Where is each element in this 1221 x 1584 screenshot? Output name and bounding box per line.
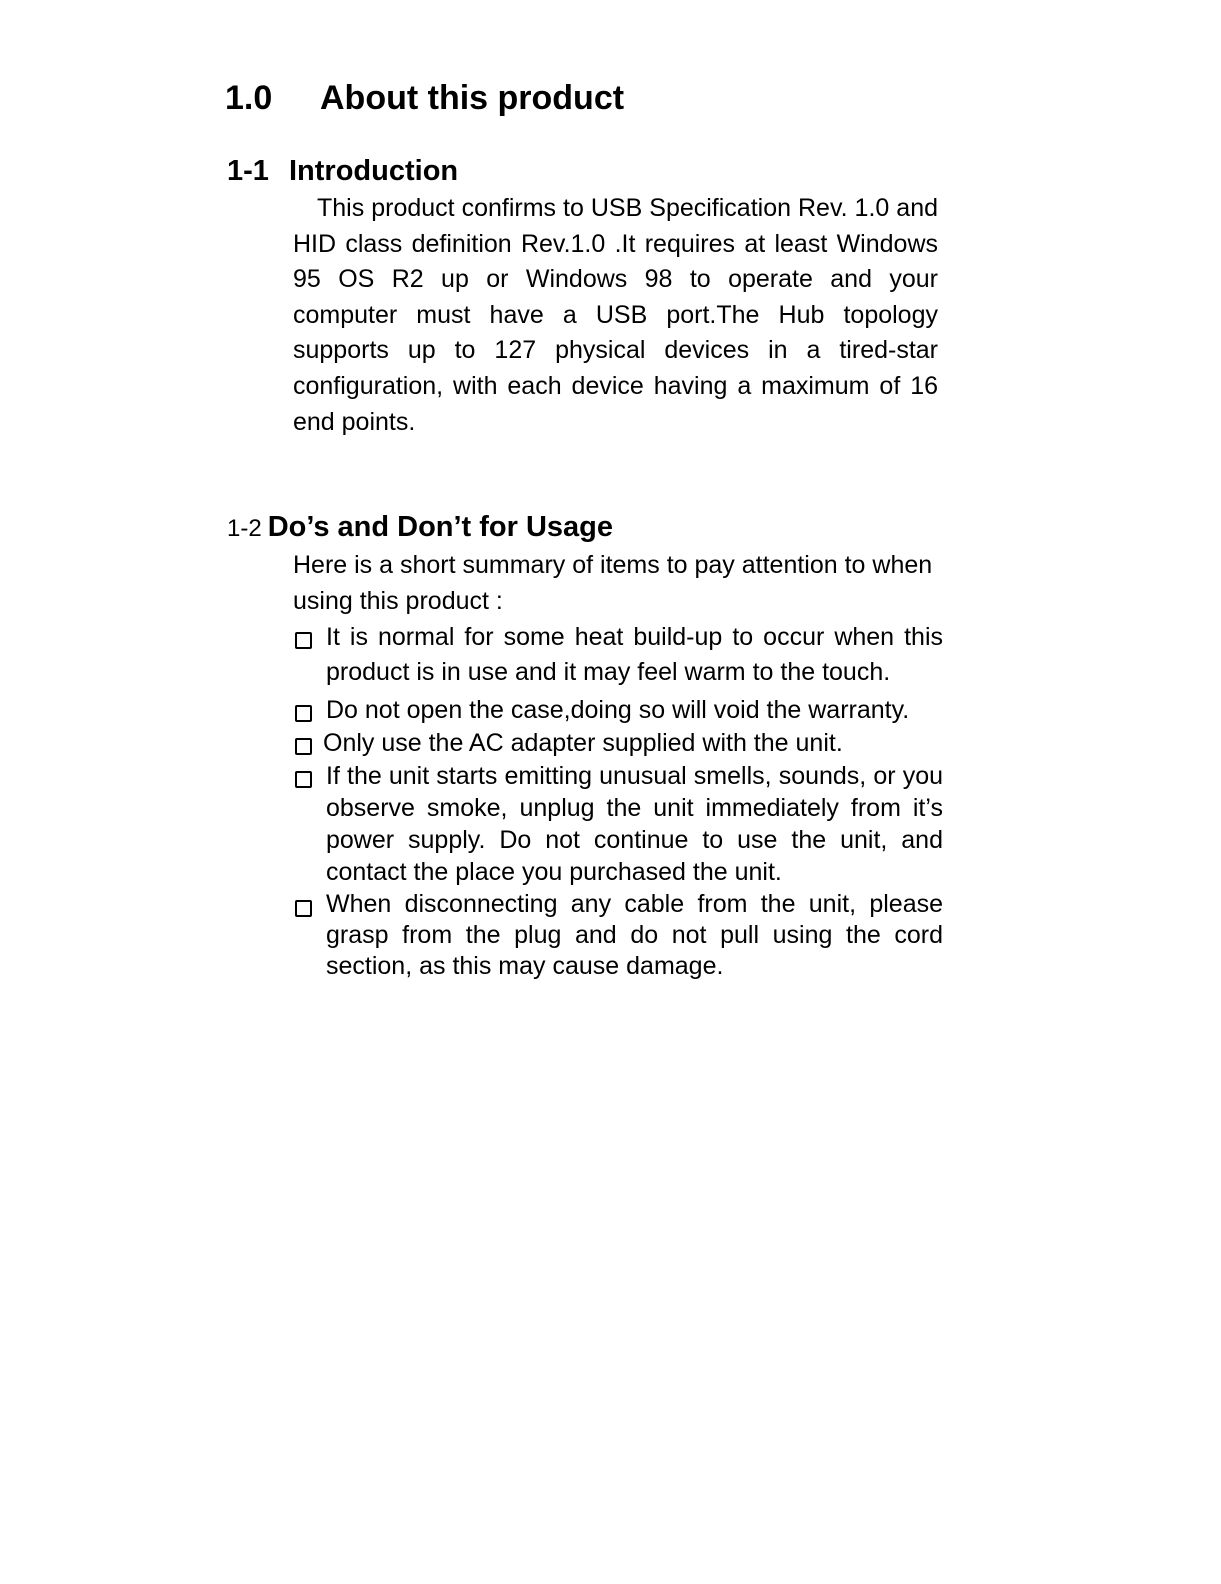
introduction-heading — [227, 151, 458, 191]
list-item — [293, 620, 943, 690]
list-item-text: It is normal for some heat build-up to occur when this product is in use and it may feel warm to the touch. — [326, 623, 943, 686]
list-item-text: When disconnecting any cable from the unit, please grasp from the plug and do not pull using the cord section, as this may cause damage. — [326, 890, 943, 980]
list-item — [293, 889, 943, 982]
checkbox-bullet-icon — [295, 738, 312, 755]
section-number: 1.0 — [225, 79, 273, 117]
checkbox-bullet-icon — [295, 632, 312, 649]
section-heading — [225, 76, 624, 120]
checkbox-bullet-icon — [295, 771, 312, 788]
list-item — [293, 728, 943, 758]
usage-number: 1-2 — [227, 515, 262, 542]
checkbox-bullet-icon — [295, 900, 312, 917]
checkbox-bullet-icon — [295, 705, 312, 722]
usage-heading — [227, 507, 613, 549]
list-item-text: Only use the AC adapter supplied with the unit. — [323, 729, 843, 757]
usage-summary: Here is a short summary of items to pay attention to when using this product : — [293, 551, 933, 615]
introduction-number: 1-1 — [227, 155, 269, 187]
section-title: About this product — [320, 79, 625, 117]
usage-list — [293, 620, 943, 982]
usage-title: Do’s and Don’t for Usage — [267, 511, 614, 543]
introduction-paragraph: This product confirms to USB Specification Rev. 1.0 and HID class definition Rev.1.0 .It requires at least Windows 95 OS R2 up or Windows 98 to operate and your computer must have a USB port.The Hub topology supports up to 127 physical devices in a tired-star configuration, with each device having a maximum of 16 end points. — [293, 194, 938, 436]
list-item-text: If the unit starts emitting unusual smells, sounds, or you observe smoke, unplug the unit immediately from it’s power supply. Do not continue to use the unit, and contact the place you purchased the unit. — [326, 762, 943, 886]
introduction-title: Introduction — [289, 155, 459, 187]
list-item-text: Do not open the case,doing so will void the warranty. — [326, 696, 910, 724]
list-item — [293, 760, 943, 888]
list-item — [293, 692, 943, 728]
